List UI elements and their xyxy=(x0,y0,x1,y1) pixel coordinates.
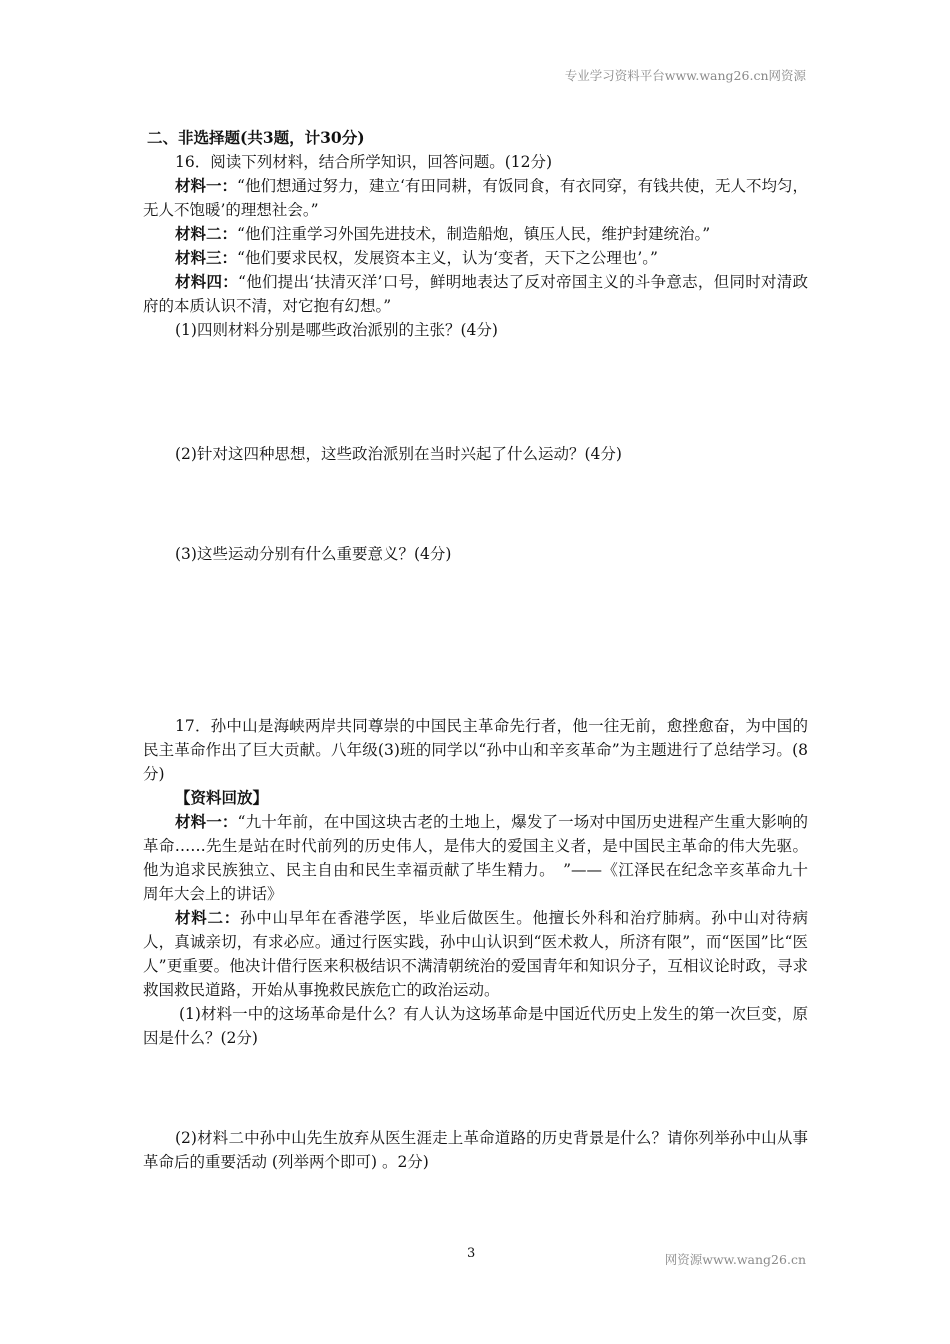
q16-material-2 xyxy=(143,222,808,246)
q16-material-2-label: 材料二： xyxy=(175,224,238,243)
q17-material-1-label: 材料一： xyxy=(175,812,238,831)
answer-space xyxy=(143,1050,808,1126)
q16-sub-question-3: (3)这些运动分别有什么重要意义？(4分) xyxy=(175,545,452,563)
q16-material-2-text: “他们注重学习外国先进技术，制造船炮，镇压人民，维护封建统治。” xyxy=(237,225,711,243)
q16-material-3-text: “他们要求民权，发展资本主义，认为‘变者，天下之公理也’。” xyxy=(237,249,658,267)
q16-material-3 xyxy=(143,246,808,270)
q17-material-2-label: 材料二： xyxy=(175,908,240,927)
q16-material-1 xyxy=(143,174,808,222)
q16-sub-question-1: (1)四则材料分别是哪些政治派别的主张？(4分) xyxy=(175,321,498,339)
q17-material-1 xyxy=(143,810,808,906)
q16-material-1-label: 材料一： xyxy=(175,176,238,195)
q16-material-4-label: 材料四： xyxy=(175,272,239,291)
page-footer-source: 网资源www.wang26.cn xyxy=(664,1252,806,1267)
page-number: 3 xyxy=(467,1246,476,1261)
q17-sub-question-2: (2)材料二中孙中山先生放弃从医生涯走上革命道路的历史背景是什么？请你列举孙中山从事革命后的重要活动 (列举两个即可) 。2分) xyxy=(143,1129,808,1171)
q16-material-4 xyxy=(143,270,808,318)
q17-material-1-text: “九十年前，在中国这块古老的土地上，爆发了一场对中国历史进程产生重大影响的革命……先生是站在时代前列的历史伟人，是伟大的爱国主义者，是中国民主革命的伟大先驱。他为追求民族独立、民主自由和民生幸福贡献了毕生精力。 ”——《江泽民在纪念辛亥革命九十周年大会上的讲话》 xyxy=(143,813,808,903)
q17-material-2 xyxy=(143,906,808,1002)
answer-space xyxy=(143,342,808,442)
answer-space xyxy=(143,466,808,542)
document-body xyxy=(143,126,808,1174)
q16-sub-question-2: (2)针对这四种思想，这些政治派别在当时兴起了什么运动？(4分) xyxy=(175,445,622,463)
answer-space xyxy=(143,566,808,714)
q17-sub-question-1: (1)材料一中的这场革命是什么？有人认为这场革命是中国近代历史上发生的第一次巨变，原因是什么？(2分) xyxy=(143,1005,808,1047)
page-header-source: 专业学习资料平台www.wang26.cn网资源 xyxy=(564,68,806,83)
q17-review-heading: 【资料回放】 xyxy=(175,788,269,807)
q17-stem: 17．孙中山是海峡两岸共同尊崇的中国民主革命先行者，他一往无前，愈挫愈奋，为中国的民主革命作出了巨大贡献。八年级(3)班的同学以“孙中山和辛亥革命”为主题进行了总结学习。(8分) xyxy=(143,717,808,783)
q16-material-4-text: “他们提出‘扶清灭洋’口号，鲜明地表达了反对帝国主义的斗争意志，但同时对清政府的本质认识不清，对它抱有幻想。” xyxy=(143,273,808,315)
q16-stem: 16．阅读下列材料，结合所学知识，回答问题。(12分) xyxy=(175,153,553,171)
q16-material-3-label: 材料三： xyxy=(175,248,238,267)
q16-material-1-text: “他们想通过努力，建立‘有田同耕，有饭同食，有衣同穿，有钱共使，无人不均匀，无人不饱暖’的理想社会。” xyxy=(143,177,808,219)
q17-material-2-text: 孙中山早年在香港学医，毕业后做医生。他擅长外科和治疗肺病。孙中山对待病人，真诚亲切，有求必应。通过行医实践，孙中山认识到“医术救人，所济有限”，而“医国”比“医人”更重要。他决计借行医来积极结识不满清朝统治的爱国青年和知识分子，互相议论时政，寻求救国救民道路，开始从事挽救民族危亡的政治运动。 xyxy=(143,909,808,999)
section-title: 二、非选择题(共3题，计30分) xyxy=(147,128,365,147)
